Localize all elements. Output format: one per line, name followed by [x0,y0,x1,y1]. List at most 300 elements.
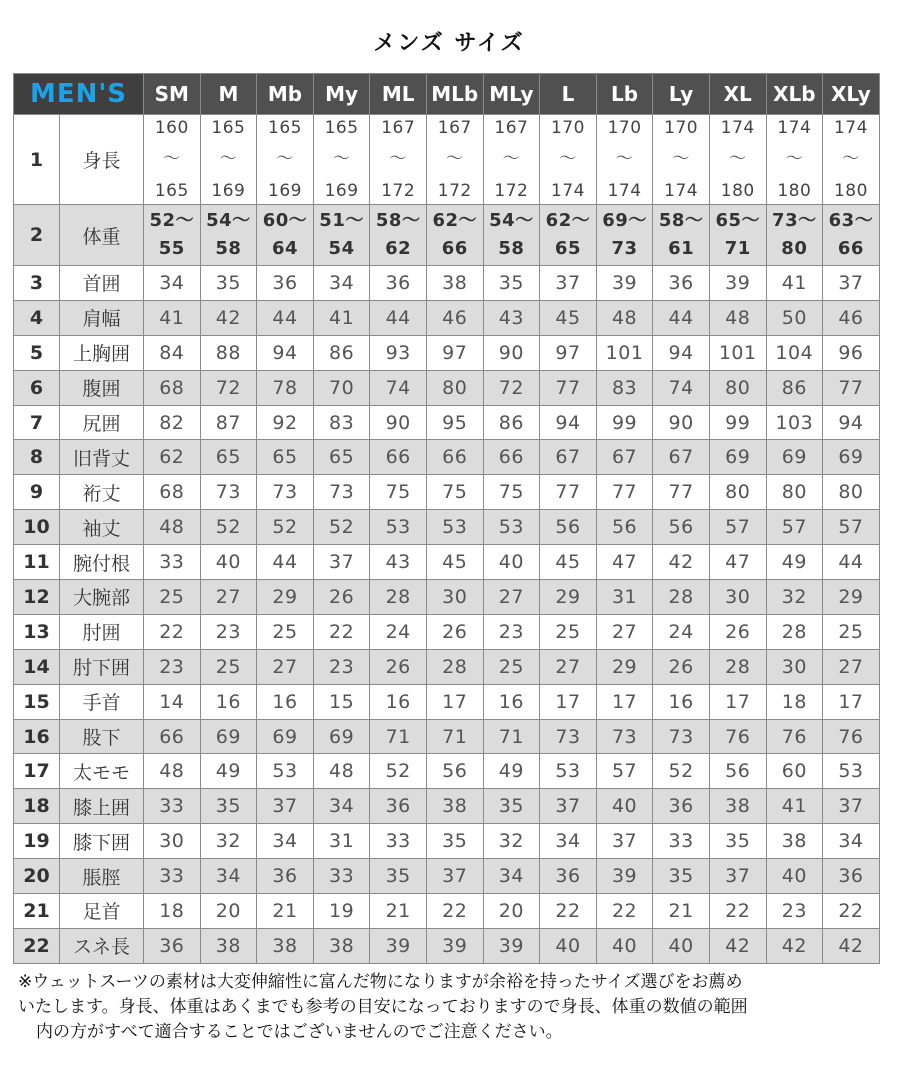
table-cell: 65 [257,440,314,475]
height-range [597,117,653,201]
row-number: 2 [14,205,60,266]
table-cell: 29 [823,580,880,615]
table-cell: 80 [709,370,766,405]
range-part: 165 [211,117,246,138]
row-number: 3 [14,266,60,301]
table-cell: 68 [144,475,201,510]
table-cell: 16 [370,684,427,719]
row-number: 20 [14,859,60,894]
table-cell: 40 [483,545,540,580]
table-cell: 42 [766,928,823,963]
table-cell: 35 [370,859,427,894]
row-number: 9 [14,475,60,510]
table-cell: 86 [483,405,540,440]
height-range [144,117,200,201]
range-part: ～ [219,149,238,169]
table-cell: 29 [257,580,314,615]
table-cell: 34 [313,266,370,301]
table-cell: 56 [426,754,483,789]
row-number: 12 [14,580,60,615]
table-cell: 88 [200,335,257,370]
range-part: 169 [268,180,302,201]
table-cell: 28 [653,580,710,615]
range-part: 170 [664,117,699,138]
size-header: XLy [823,74,880,115]
table-cell: 50 [766,300,823,335]
table-row [14,754,880,789]
table-cell: 38 [426,266,483,301]
header-row [14,74,880,115]
table-cell [426,115,483,205]
note-line-3: 内の方がすべて適合することではございませんのでご注意ください。 [36,1022,563,1042]
table-cell: 35 [483,266,540,301]
row-label: 肩幅 [60,300,144,335]
table-cell: 31 [596,580,653,615]
table-cell: 48 [144,510,201,545]
table-cell: 47 [596,545,653,580]
table-cell: 39 [483,928,540,963]
table-cell: 27 [540,649,597,684]
height-range [540,117,596,201]
table-cell: 38 [257,928,314,963]
table-cell: 19 [313,894,370,929]
row-number: 14 [14,649,60,684]
table-cell: 49 [766,545,823,580]
row-number: 16 [14,719,60,754]
weight-range [540,207,596,263]
table-cell: 77 [540,475,597,510]
table-cell: 37 [257,789,314,824]
range-part: 66 [441,238,468,259]
size-header: Ly [653,74,710,115]
table-cell: 27 [200,580,257,615]
table-cell: 30 [144,824,201,859]
table-cell: 69 [823,440,880,475]
table-cell: 94 [653,335,710,370]
table-cell: 37 [823,266,880,301]
table-cell: 35 [200,266,257,301]
row-number: 18 [14,789,60,824]
row-label: 太モモ [60,754,144,789]
table-cell: 82 [144,405,201,440]
table-cell [540,205,597,266]
table-cell: 104 [766,335,823,370]
range-part: 174 [664,180,699,201]
table-cell: 72 [483,370,540,405]
table-cell: 41 [313,300,370,335]
table-cell: 42 [653,545,710,580]
table-cell [257,205,314,266]
table-cell: 37 [709,859,766,894]
table-cell: 20 [483,894,540,929]
size-header: MLy [483,74,540,115]
table-cell: 66 [370,440,427,475]
table-cell: 28 [766,614,823,649]
table-cell: 24 [653,614,710,649]
height-range [201,117,257,201]
table-cell: 33 [144,859,201,894]
table-cell: 35 [653,859,710,894]
table-cell: 84 [144,335,201,370]
range-part: 172 [494,180,529,201]
height-range [257,117,313,201]
table-cell: 52 [200,510,257,545]
table-cell: 36 [144,928,201,963]
row-label: 肘囲 [60,614,144,649]
table-cell: 76 [823,719,880,754]
table-cell: 96 [823,335,880,370]
table-row [14,115,880,205]
table-cell: 16 [653,684,710,719]
range-part: 66 [837,238,864,259]
size-header: Mb [257,74,314,115]
table-cell: 39 [426,928,483,963]
table-row [14,545,880,580]
range-part: 169 [211,180,246,201]
table-cell [709,205,766,266]
table-cell [596,115,653,205]
table-cell: 74 [653,370,710,405]
table-cell: 49 [200,754,257,789]
table-row [14,510,880,545]
table-cell: 69 [766,440,823,475]
size-header: ML [370,74,427,115]
table-cell: 43 [483,300,540,335]
table-cell: 48 [709,300,766,335]
table-cell: 22 [313,614,370,649]
range-part: 64 [271,238,299,259]
table-cell: 21 [653,894,710,929]
table-cell: 47 [709,545,766,580]
row-label: 旧背丈 [60,440,144,475]
table-cell: 30 [766,649,823,684]
size-header: Lb [596,74,653,115]
row-label: 裄丈 [60,475,144,510]
table-cell: 27 [823,649,880,684]
table-cell: 36 [540,859,597,894]
table-cell: 44 [653,300,710,335]
table-cell: 22 [426,894,483,929]
row-label: スネ長 [60,928,144,963]
range-part: 61 [668,238,695,259]
table-cell: 66 [483,440,540,475]
row-number: 22 [14,928,60,963]
table-cell [653,205,710,266]
table-cell: 35 [709,824,766,859]
table-row [14,719,880,754]
table-cell [313,205,370,266]
table-cell: 90 [483,335,540,370]
table-cell: 36 [653,789,710,824]
row-number: 19 [14,824,60,859]
table-cell: 29 [540,580,597,615]
row-label: 尻囲 [60,405,144,440]
note-line-1: ※ウェットスーツの素材は大変伸縮性に富んだ物になりますが余裕を持ったサイズ選びをお薦め [18,972,743,992]
table-cell: 77 [540,370,597,405]
weight-range [427,207,483,263]
row-label: 首囲 [60,266,144,301]
table-cell: 37 [823,789,880,824]
table-row [14,859,880,894]
table-cell: 25 [540,614,597,649]
table-cell: 86 [766,370,823,405]
table-cell: 22 [596,894,653,929]
range-part: ～ [785,149,804,169]
table-cell: 34 [257,824,314,859]
range-part: 172 [381,180,416,201]
weight-range [597,207,653,263]
range-part: 65 [554,238,581,259]
table-cell: 16 [200,684,257,719]
table-cell: 62 [144,440,201,475]
table-cell: 35 [426,824,483,859]
table-cell: 69 [200,719,257,754]
table-cell: 33 [313,859,370,894]
table-cell: 31 [313,824,370,859]
range-part: 170 [607,117,642,138]
row-label: 足首 [60,894,144,929]
row-number: 8 [14,440,60,475]
size-note [18,970,888,1045]
table-cell: 53 [426,510,483,545]
table-cell [709,115,766,205]
row-label: 腹囲 [60,370,144,405]
range-part: 174 [833,117,868,138]
table-cell: 101 [709,335,766,370]
range-part: 51～ [319,210,364,231]
range-part: 174 [777,117,812,138]
table-row [14,614,880,649]
table-cell: 95 [426,405,483,440]
range-part: 65～ [715,210,761,231]
table-cell: 41 [144,300,201,335]
row-number: 13 [14,614,60,649]
table-cell: 41 [766,789,823,824]
page-title: メンズ サイズ [373,31,525,56]
range-part: 165 [154,180,189,201]
table-cell: 17 [596,684,653,719]
row-number: 21 [14,894,60,929]
table-cell [766,205,823,266]
table-cell: 75 [370,475,427,510]
range-part: 80 [781,238,808,259]
table-cell: 103 [766,405,823,440]
table-cell: 80 [426,370,483,405]
table-cell: 23 [483,614,540,649]
table-cell: 60 [766,754,823,789]
range-part: 180 [720,180,755,201]
table-row [14,684,880,719]
table-cell: 75 [426,475,483,510]
table-cell: 37 [313,545,370,580]
table-cell: 38 [766,824,823,859]
table-cell: 93 [370,335,427,370]
table-cell: 28 [709,649,766,684]
table-cell: 77 [653,475,710,510]
table-cell: 76 [709,719,766,754]
table-cell [766,115,823,205]
table-cell: 34 [200,859,257,894]
size-header: XL [709,74,766,115]
table-cell: 53 [370,510,427,545]
row-number: 6 [14,370,60,405]
table-cell: 34 [313,789,370,824]
table-cell: 38 [200,928,257,963]
table-cell: 76 [766,719,823,754]
table-cell [200,205,257,266]
table-cell: 40 [596,789,653,824]
table-cell: 17 [426,684,483,719]
range-part: 71 [724,238,751,259]
range-part: ～ [389,149,407,169]
table-cell: 83 [596,370,653,405]
table-row [14,649,880,684]
table-cell: 23 [313,649,370,684]
table-cell [257,115,314,205]
height-range [314,117,370,201]
row-label: 肘下囲 [60,649,144,684]
table-cell: 26 [370,649,427,684]
table-cell: 39 [596,266,653,301]
table-cell: 14 [144,684,201,719]
range-part: ～ [502,149,521,169]
table-cell: 75 [483,475,540,510]
height-range [710,117,766,201]
range-part: 160 [154,117,189,138]
table-cell: 34 [540,824,597,859]
row-number: 4 [14,300,60,335]
range-part: ～ [615,149,634,169]
table-cell: 33 [370,824,427,859]
table-cell: 36 [823,859,880,894]
table-cell: 99 [596,405,653,440]
table-cell: 65 [200,440,257,475]
range-part: 170 [550,117,585,138]
table-cell: 73 [540,719,597,754]
table-cell: 17 [709,684,766,719]
table-row [14,440,880,475]
table-cell: 26 [426,614,483,649]
table-cell: 32 [483,824,540,859]
table-cell: 87 [200,405,257,440]
table-cell: 46 [823,300,880,335]
range-part: 55 [158,238,185,259]
table-cell: 48 [596,300,653,335]
table-cell: 37 [426,859,483,894]
table-row [14,370,880,405]
row-label: 股下 [60,719,144,754]
table-cell: 21 [257,894,314,929]
table-cell: 80 [709,475,766,510]
range-part: 58 [498,238,525,259]
table-cell: 66 [144,719,201,754]
table-cell: 69 [709,440,766,475]
table-cell: 17 [540,684,597,719]
height-range [484,117,540,201]
weight-range [484,207,540,263]
table-cell: 57 [823,510,880,545]
size-header: MLb [426,74,483,115]
table-cell: 73 [313,475,370,510]
range-part: 169 [324,180,359,201]
range-part: 165 [268,117,302,138]
range-part: 58～ [375,210,421,231]
range-part: 165 [324,117,359,138]
table-cell: 94 [823,405,880,440]
table-cell: 37 [596,824,653,859]
range-part: ～ [559,149,577,169]
table-cell: 27 [483,580,540,615]
range-part: 62～ [545,210,591,231]
table-cell: 38 [426,789,483,824]
table-cell [426,205,483,266]
range-part: 172 [437,180,472,201]
table-cell: 77 [596,475,653,510]
table-cell [823,205,880,266]
table-cell: 43 [370,545,427,580]
row-number: 17 [14,754,60,789]
table-cell: 52 [257,510,314,545]
range-part: ～ [332,149,351,169]
table-row [14,894,880,929]
table-cell: 80 [823,475,880,510]
table-cell: 40 [200,545,257,580]
table-cell: 26 [653,649,710,684]
row-label: 体重 [60,205,144,266]
table-cell: 39 [596,859,653,894]
table-cell: 90 [653,405,710,440]
table-cell: 56 [653,510,710,545]
table-cell: 40 [653,928,710,963]
table-cell: 26 [313,580,370,615]
weight-range [767,207,823,263]
table-cell: 57 [596,754,653,789]
table-cell: 25 [257,614,314,649]
table-cell: 22 [540,894,597,929]
table-cell [144,205,201,266]
height-range [370,117,426,201]
table-cell: 36 [370,266,427,301]
weight-range [144,207,200,263]
table-cell: 21 [370,894,427,929]
table-cell [823,115,880,205]
table-cell: 53 [257,754,314,789]
table-cell: 40 [540,928,597,963]
table-cell: 69 [313,719,370,754]
table-cell: 71 [370,719,427,754]
range-part: ～ [842,149,860,169]
height-range [767,117,823,201]
table-cell: 86 [313,335,370,370]
table-cell: 68 [144,370,201,405]
range-part: 54～ [489,210,534,231]
table-row [14,405,880,440]
table-cell: 18 [144,894,201,929]
range-part: 167 [437,117,472,138]
table-cell: 35 [200,789,257,824]
weight-range [653,207,709,263]
height-range [823,117,879,201]
table-cell [540,115,597,205]
weight-range [314,207,370,263]
size-table [13,73,880,964]
table-cell [370,115,427,205]
height-range [427,117,483,201]
table-row [14,789,880,824]
table-cell: 45 [426,545,483,580]
range-part: 180 [833,180,868,201]
table-cell: 23 [200,614,257,649]
